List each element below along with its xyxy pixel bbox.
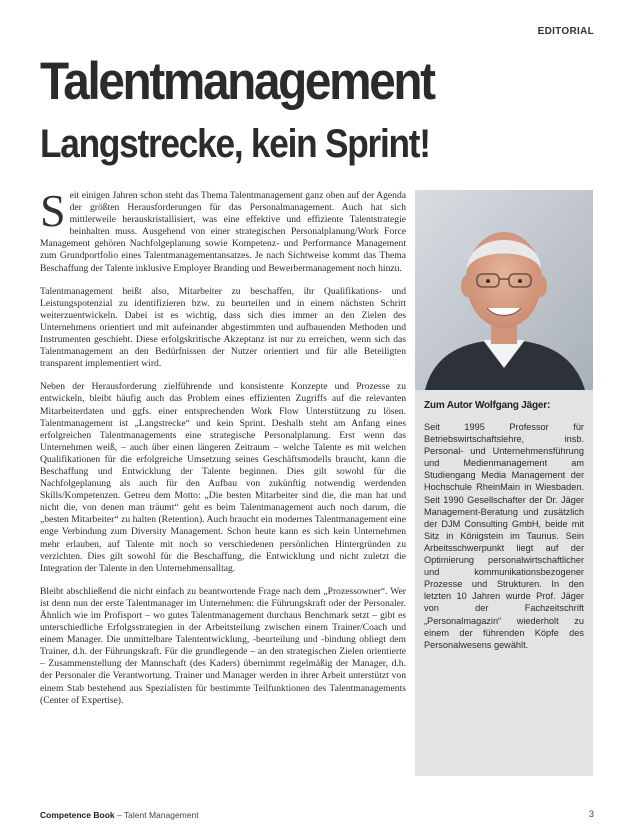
page-title: Talentmanagement [40, 52, 434, 111]
footer-publication [40, 810, 199, 820]
drop-cap: S [40, 185, 66, 236]
footer-topic: Talent Management [123, 810, 199, 820]
page-number: 3 [588, 809, 594, 820]
section-label: EDITORIAL [537, 26, 594, 37]
page-subtitle: Langstrecke, kein Sprint! [40, 122, 430, 166]
paragraph-text: eit einigen Jahren schon steht das Thema Talentmanagement ganz oben auf der Agenda der größten Herausforderungen für das Personalmanagement. Auch hat sich mittlerweile herauskristallisiert, was eine effektive und effiziente Talentstrategie beinhalten muss. Ausgehend von einer strategischen Personalplanung/Work Force Management gehören Nachfolgeplanung sowie Kompetenz- und Performance Management zum Grundportfolio eines Talentmanagementansatzes. Je nach Sichtweise kommt das Thema Beschaffung der Talente inklusive Employer Branding und Bewerbermanagement noch hinzu. [40, 190, 406, 274]
author-box-heading: Zum Autor Wolfgang Jäger: [424, 400, 551, 411]
article-body [40, 185, 406, 718]
author-portrait-illustration [415, 190, 593, 390]
article-paragraph: Neben der Herausforderung zielführende und konsistente Konzepte und Prozesse zu entwickeln, bleibt häufig auch das Problem eines effizienten Zugriffs auf die relevanten Mitarbeiterdaten und ggfs. einer entsprechenden Work Flow Unterstützung zu lösen. Talentmanagement ist „Langstrecke“ und kein Sprint. Deshalb steht am Anfang eines erfolgreichen Talentmanagements eine strategische Personalplanung. Erst wenn das Unternehmen weiß, – auch über einen längeren Zeitraum – welche Talente es mit welchen Qualifikationen für die erfolgreiche Umsetzung seines Geschäftsmodells braucht, kann die Beschaffung und Entwicklung der Talente beginnen. Dies gilt sowohl für die Nachfolgeplanung als auch für den Aufbau von zukünftig notwendig werdenden Skills/Kompetenzen. Getreu dem Motto: „Die besten Mitarbeiter sind die, die man hat und nicht die, von denen man träumt“ geht es beim Talentmanagement auch noch darum, die „besten Mitarbeiter“ zu halten (Retention). Auch braucht ein modernes Talentmanagement eine enge Verbindung zum Diversity Management. Schon heute kann es sich kein Unternehmen mehr erlauben, auf Talente mit noch so verschiedenen persönlichen Hintergründen zu verzichten. Dies gilt sowohl für die Beschaffung, die Entwicklung und nicht zuletzt die Integration der Talente in den Unternehmensalltag. [40, 381, 406, 574]
author-info-box [415, 390, 593, 776]
author-box-bio: Seit 1995 Professor für Betriebswirtschaftslehre, insb. Personal- und Unternehmensführung und Medienmanagement am Studiengang Media Management der Hochschule RheinMain in Wiesbaden. Seit 1990 Gesellschafter der Dr. Jäger Management-Beratung und zusätzlich der DJM Consulting GmbH, beide mit Sitz in Königstein im Taunus. Sein Arbeitsschwerpunkt liegt auf der Optimierung personalwirtschaftlicher und kommunikationsbezogener Prozesse und Strukturen. In den letzten 10 Jahren wurde Prof. Jäger von der Fachzeitschrift „Personalmagazin“ wiederholt zu einem der führenden Köpfe des Personalwesens gewählt. [424, 422, 584, 650]
footer-publication-name: Competence Book [40, 810, 115, 820]
article-paragraph [40, 185, 406, 275]
article-paragraph: Talentmanagement heißt also, Mitarbeiter zu beschaffen, ihr Qualifikations- und Leistungspotenzial zu identifizieren bzw. zu beurteilen und in einem nächsten Schritt weiterzuentwickeln. Dabei ist es wichtig, dass sich dies immer an den Zielen des Unternehmens orientiert und mit aufeinander abgestimmten und aufbauenden Methoden und Instrumenten geschieht. Diese erfolgskritische Akzeptanz ist nur zu erreichen, wenn sich das Talentmanagement an den Bedürfnissen der Nutzer orientiert und für alle Beteiligten transparent implementiert wird. [40, 285, 406, 370]
author-portrait-photo [415, 190, 593, 390]
footer-separator: – [114, 810, 124, 820]
article-paragraph: Bleibt abschließend die nicht einfach zu beantwortende Frage nach dem „Prozessowner“. Wer ist denn nun der erste Talentmanager im Unternehmen: die Führungskraft oder der Personaler. Ähnlich wie im Profisport – wo gutes Talentmanagement durchaus Benchmark setzt – gibt es unterschiedliche Erfolgsstrategien in der Arbeitsteilung zwischen einem Trainer/Coach und einem Manager. Die unmittelbare Talententwicklung, -beurteilung und -bindung obliegt dem Trainer, d.h. der Führungskraft. Für die grundlegende – an den strategischen Zielen orientierte – Zusammenstellung der Mannschaft (des Kaders) übernimmt regelmäßig der Manager, d.h. der Personaler die Verantwortung. Trainer und Manager werden in ihrer Arbeit unterstützt von einem Stab bestehend aus Spezialisten für bestimmte Teilfunktionen des Talentmanagements (Center of Expertise). [40, 585, 406, 706]
